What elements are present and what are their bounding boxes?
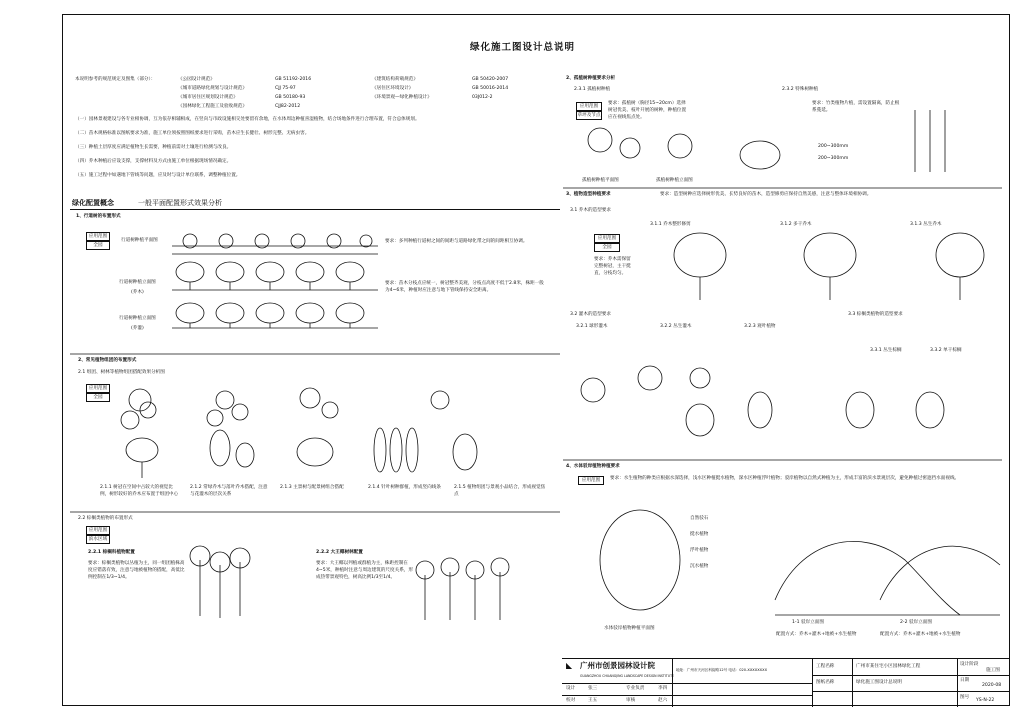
tag-scope: 应用范围: [86, 384, 110, 393]
callout: 浮叶植物: [690, 548, 709, 553]
note: （一）园林景观建设与各专业相协调，互为依存相辅相成，在竖向与市政设施相交处要留有余地，在水体周边种植喜湿植物，结合场地条件进行合理布置，符合总体规划。: [75, 117, 420, 122]
drawing-number: YS-N-22: [976, 698, 995, 703]
caption: 1-1 驳岸立面图: [792, 620, 824, 625]
project-name: 广州市某住宅小区园林绿化工程: [856, 664, 921, 669]
ref-name: 《园林绿化工程施工及验收规范》: [178, 104, 247, 109]
caption: 配置方式：乔木+灌木+地被+水生植物: [776, 632, 857, 637]
ref-name: 《环境景观—绿化种植设计》: [372, 95, 432, 100]
caption-title: 3.3.2 单干棕榈: [930, 348, 962, 353]
tb-label: 日期: [960, 678, 970, 683]
ref-code: GB 50016-2014: [472, 86, 509, 91]
tb-value: 张三: [588, 686, 598, 691]
tb-value: 赵六: [658, 698, 668, 703]
ref-name: 《城市居住区规划设计规范》: [178, 95, 238, 100]
ref-code: 03J012-2: [472, 95, 493, 100]
note: （五）施工过程中如遇地下管线等问题，应及时与设计单位联系，调整种植位置。: [75, 173, 241, 178]
row-label: 行道树种植平面图: [121, 238, 158, 243]
ref-code: GB 50180-93: [275, 95, 306, 100]
caption-title: 3.1.2 多干乔木: [780, 222, 812, 227]
desc: 要求：造型树种应选择树形优美、长势良好的苗木，造型修剪应保持自然美感，注意与整体环境相协调。: [660, 192, 872, 197]
drawing-name: 绿化施工图设计总说明: [856, 680, 902, 685]
caption-title: 3.3.1 丛生棕榈: [870, 348, 902, 353]
note: （二）苗木规格标准以图纸要求为准，施工单位须按照图纸要求进行采购，苗木应生长健壮、树形完整、无病虫害。: [75, 131, 310, 136]
tb-label: 设计: [566, 686, 576, 691]
dimension: 200~300mm: [818, 156, 849, 161]
date-value: 2020-08: [982, 683, 1002, 688]
section-heading: 绿化配置概念: [72, 199, 114, 207]
subsection-sub: 2.1 组团、树林等植物组团搭配效果分析图: [78, 370, 165, 375]
row-sub: (乔木): [131, 290, 144, 295]
desc: 要求：多列种植行道树之间的间距与道路绿化带之间的间距相互协调。: [385, 239, 528, 244]
caption-title: 3.3 棕榈类植物的造型要求: [848, 312, 903, 317]
caption: 2-2 驳岸立面图: [900, 620, 932, 625]
tree-row-elevation: [176, 262, 364, 290]
row-label: 行道树种植立面图: [119, 280, 156, 285]
ref-name: 《公园设计规范》: [178, 77, 215, 82]
caption: 孤植树种植平面图: [582, 178, 619, 183]
subsection-sub: 2.3.1 孤植树种植: [574, 87, 611, 92]
callout: 沉水植物: [690, 564, 709, 569]
tb-label: 图纸名称: [816, 680, 835, 685]
tag-scope: 应用范围: [86, 232, 110, 241]
caption: 配置方式：乔木+灌木+地被+水生植物: [880, 632, 961, 637]
desc: 要求：苗木分枝点应统一，树冠整齐美观，分枝点高度不低于2.8米，株距一般为4~6米，种植时应注意与地下管线保持安全距离。: [385, 281, 544, 293]
tag-scope-value: 滨水区域: [86, 535, 110, 544]
tb-label: 审核: [626, 698, 636, 703]
company-address: 地址：广州市天河区科韵路12号 电话：020-XXXXXXXX: [676, 668, 768, 672]
note: （四）乔木种植后应设支撑，支撑材料及方式由施工单位根据现场情况确定。: [75, 159, 232, 164]
caption-title: 3.2.1 球形灌木: [576, 324, 608, 329]
caption: 要求：大王椰以列植或群植为主，株距控制在4~5米，种植时注意与周边建筑的尺度关系，形成热带景观特色，树高比例1/3至1/4。: [316, 561, 413, 580]
tag-scope: 应用范围: [594, 234, 620, 243]
section-subheading: 一般平面配置形式效果分析: [138, 199, 222, 207]
tb-value: 李四: [658, 686, 668, 691]
subsection-sub: 3.1 乔木的造型要求: [570, 208, 611, 213]
caption: 水体驳岸植物种植平面图: [604, 626, 655, 631]
caption-title: 3.1.1 乔木整形修剪: [650, 222, 691, 227]
company-name: 广州市创景园林设计院: [580, 661, 655, 670]
tag-scope-value: 全园: [86, 241, 110, 250]
callout: 挺水植物: [690, 532, 709, 537]
ref-name: 《居住区环境设计》: [372, 86, 414, 91]
dimension: 200~300mm: [818, 144, 849, 149]
caption-title: 2.2.2 大王椰树林配置: [316, 550, 363, 555]
ref-name: 《城市道路绿化规划与设计规范》: [178, 86, 247, 91]
page-title: 绿化施工图设计总说明: [470, 42, 576, 53]
tree-row-elevation-2: [176, 303, 364, 328]
caption: 2.1.1 树冠在空间中占较大的视觉比例，树形较好的乔木应布置于组团中心: [100, 485, 179, 497]
tag-scope-value: 草坪及节点: [577, 113, 601, 118]
tb-label: 校对: [566, 698, 576, 703]
row-label: 行道树种植立面图: [119, 316, 156, 321]
subsection-title: 1、行道树的布置形式: [76, 214, 121, 219]
caption-title: 3.2.3 观叶植物: [744, 324, 776, 329]
tb-label: 设计阶段: [960, 662, 979, 667]
ref-name: 《建筑结构荷载规范》: [372, 77, 418, 82]
refs-lead: 本说明参考的规范规定及图集（部分）：: [75, 77, 156, 82]
subsection-title: 2、常见植物组团的布置形式: [78, 358, 137, 363]
ref-code: GB 51192-2016: [275, 77, 312, 82]
ref-code: CJJ 75-97: [275, 86, 296, 91]
desc: 要求：水生植物的种类应根据水深选择，浅水区种植挺水植物，深水区种植浮叶植物；驳岸植物以自然式种植为主，形成丰富的滨水景观层次，避免种植过密遮挡水面视线。: [610, 476, 960, 481]
company-logo: ◣: [566, 661, 573, 670]
subsection-title: 4、水体驳岸植物种植要求: [566, 464, 620, 469]
tb-label: 专业负责: [626, 686, 645, 691]
stage-value: 施工图: [986, 668, 1000, 673]
caption: 2.1.5 植物组团与景观小品结合，形成视觉焦点: [454, 485, 546, 497]
tag-scope: 应用范围: [578, 476, 604, 485]
subsection-sub: 3.2 灌木的造型要求: [570, 312, 611, 317]
caption: 要求：棕榈类植物以丛植为主，同一组团植株高度应错落有致，注意与地被植物的搭配，高低比例控制在1/3~1/4。: [88, 561, 185, 580]
tag-scope-value: 全园: [86, 393, 110, 402]
subsection-title: 3、植物造型种植要求: [566, 192, 611, 197]
note: （三）种植土层厚度应满足植物生长需要，种植前需对土壤进行检测与改良。: [75, 145, 232, 150]
caption: 2.1.4 针叶树种群植，形成竖向线条: [368, 485, 441, 490]
company-en: GUANGZHOU CHUANGJING LANDSCAPE DESIGN INSTITUTE: [580, 674, 675, 678]
caption: 孤植树种植立面图: [656, 178, 693, 183]
tag-scope: 应用范围: [86, 526, 110, 535]
subsection-title: 2、孤植树种植要求分析: [566, 76, 616, 81]
tag-scope-value: 全园: [594, 243, 620, 252]
desc: 要求：竹类植物片植，需设置隔离，防止根系蔓延。: [812, 101, 900, 113]
caption-title: 2.2.1 棕榈科植物配置: [88, 550, 135, 555]
desc: 要求：乔木需保留完整树冠，主干挺直，分枝均匀。: [594, 257, 631, 276]
caption: 2.1.2 常绿乔木与落叶乔木搭配，注意与花灌木的层次关系: [190, 485, 268, 497]
ref-code: CJJ82-2012: [275, 104, 301, 109]
tag-scope: 应用范围: [576, 102, 602, 111]
row-sub: (乔灌): [131, 326, 144, 331]
caption-title: 3.1.3 丛生乔木: [910, 222, 942, 227]
subsection-sub: 2.3.2 特殊树种植: [782, 87, 819, 92]
caption-title: 3.2.2 丛生灌木: [660, 324, 692, 329]
caption: 2.1.3 主景树与配景树组合搭配: [280, 485, 344, 490]
callout: 自然驳石: [690, 516, 709, 521]
subsection-sub: 2.2 棕榈类植物的布置形式: [78, 516, 133, 521]
tb-value: 王五: [588, 698, 598, 703]
desc: 要求：孤植树（胸径15~20cm）选择树冠优美、枝叶开展的树种，种植位置应在视线焦点处。: [608, 101, 687, 120]
title-block: [562, 658, 1010, 707]
ref-code: GB 50420-2007: [472, 77, 509, 82]
palm-group: [190, 546, 509, 620]
tb-label: 图号: [960, 695, 970, 700]
tb-label: 工程名称: [816, 664, 835, 669]
